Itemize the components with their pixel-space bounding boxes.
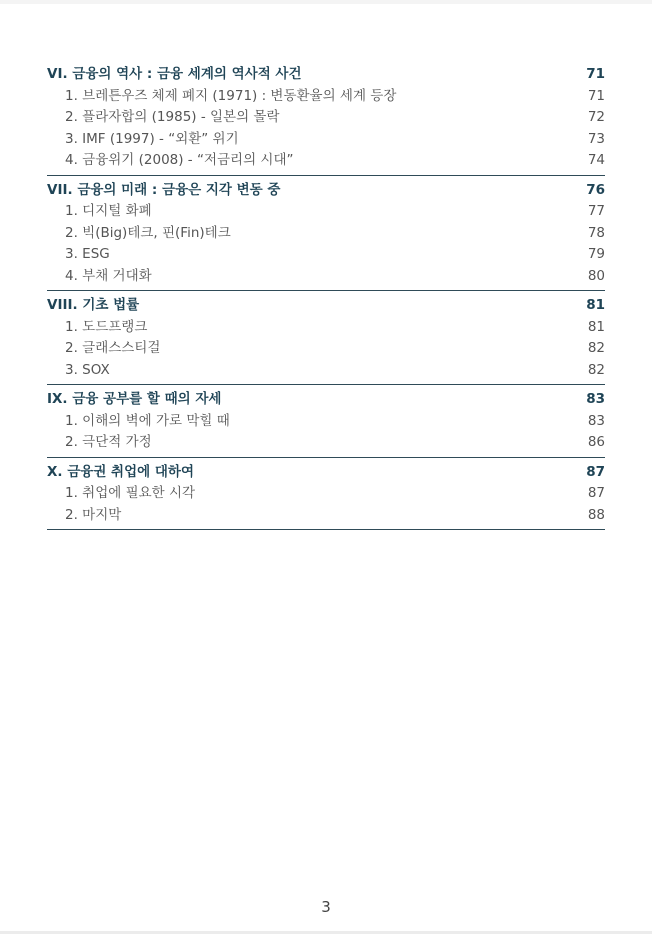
- toc-item-page: 86: [587, 434, 605, 450]
- toc-item-title: 3. ESG: [65, 246, 110, 262]
- toc-item-title: 4. 부채 거대화: [65, 267, 152, 284]
- toc-section-6: [47, 64, 605, 176]
- toc-item-title: 1. 도드프랭크: [65, 318, 148, 335]
- toc-item[interactable]: [47, 129, 605, 151]
- chapter-heading[interactable]: [47, 389, 605, 411]
- toc-item-title: 1. 이해의 벽에 가로 막힐 때: [65, 412, 230, 429]
- toc-item[interactable]: [47, 411, 605, 433]
- toc-item[interactable]: [47, 483, 605, 505]
- chapter-heading[interactable]: [47, 295, 605, 317]
- chapter-title: VI. 금융의 역사 : 금융 세계의 역사적 사건: [47, 66, 302, 82]
- toc-item[interactable]: [47, 266, 605, 288]
- toc-item[interactable]: [47, 107, 605, 129]
- toc-item-title: 2. 글래스스티걸: [65, 340, 161, 356]
- toc-item[interactable]: [47, 338, 605, 360]
- toc-item[interactable]: [47, 201, 605, 223]
- toc-item[interactable]: [47, 223, 605, 245]
- toc-item-page: 81: [587, 318, 605, 335]
- toc-item-title: 2. 빅(Big)테크, 핀(Fin)테크: [65, 224, 231, 241]
- toc-item-title: 4. 금융위기 (2008) - “저금리의 시대”: [65, 152, 294, 168]
- toc-item-title: 2. 마지막: [65, 506, 122, 523]
- toc-item[interactable]: [47, 360, 605, 382]
- toc-item-page: 73: [587, 130, 605, 147]
- chapter-page: 76: [586, 181, 605, 198]
- chapter-page: 81: [586, 297, 605, 313]
- toc-item-title: 1. 취업에 필요한 시각: [65, 485, 196, 501]
- toc-item-page: 88: [587, 506, 605, 523]
- chapter-heading[interactable]: [47, 180, 605, 202]
- toc-item-page: 82: [587, 361, 605, 378]
- toc-section-7: [47, 180, 605, 292]
- chapter-page: 87: [586, 463, 605, 480]
- toc-item-page: 77: [587, 203, 605, 219]
- chapter-title: VIII. 기초 법률: [47, 297, 140, 313]
- page-number: 3: [321, 898, 331, 916]
- toc-item-page: 79: [587, 246, 605, 262]
- toc-item-title: 2. 극단적 가정: [65, 434, 152, 450]
- toc-item-page: 82: [587, 340, 605, 356]
- toc-section-8: [47, 295, 605, 385]
- toc-item-title: 2. 플라자합의 (1985) - 일본의 몰락: [65, 109, 280, 125]
- toc-item-title: 3. IMF (1997) - “외환” 위기: [65, 130, 239, 147]
- chapter-page: 83: [586, 391, 605, 407]
- chapter-title: IX. 금융 공부를 할 때의 자세: [47, 391, 222, 407]
- toc-item[interactable]: [47, 432, 605, 454]
- toc-item[interactable]: [47, 317, 605, 339]
- toc-item-page: 71: [587, 87, 605, 104]
- toc-section-10: [47, 462, 605, 531]
- toc-item-page: 87: [587, 485, 605, 501]
- chapter-title: X. 금융권 취업에 대하여: [47, 463, 195, 480]
- toc-item[interactable]: [47, 150, 605, 172]
- toc-item-page: 78: [587, 224, 605, 241]
- toc-item[interactable]: [47, 86, 605, 108]
- toc-item-page: 72: [587, 109, 605, 125]
- chapter-page: 71: [586, 66, 605, 82]
- toc-item[interactable]: [47, 505, 605, 527]
- chapter-heading[interactable]: [47, 64, 605, 86]
- toc-item-page: 80: [587, 267, 605, 284]
- toc-section-9: [47, 389, 605, 458]
- chapter-heading[interactable]: [47, 462, 605, 484]
- toc-item-title: 3. SOX: [65, 361, 110, 378]
- toc-item-title: 1. 디지털 화폐: [65, 203, 152, 219]
- toc-item-title: 1. 브레튼우즈 체제 폐지 (1971) : 변동환율의 세계 등장: [65, 87, 397, 104]
- chapter-title: VII. 금융의 미래 : 금융은 지각 변동 중: [47, 181, 281, 198]
- toc-item-page: 74: [587, 152, 605, 168]
- table-of-contents: [47, 64, 605, 534]
- toc-item[interactable]: [47, 244, 605, 266]
- toc-item-page: 83: [587, 412, 605, 429]
